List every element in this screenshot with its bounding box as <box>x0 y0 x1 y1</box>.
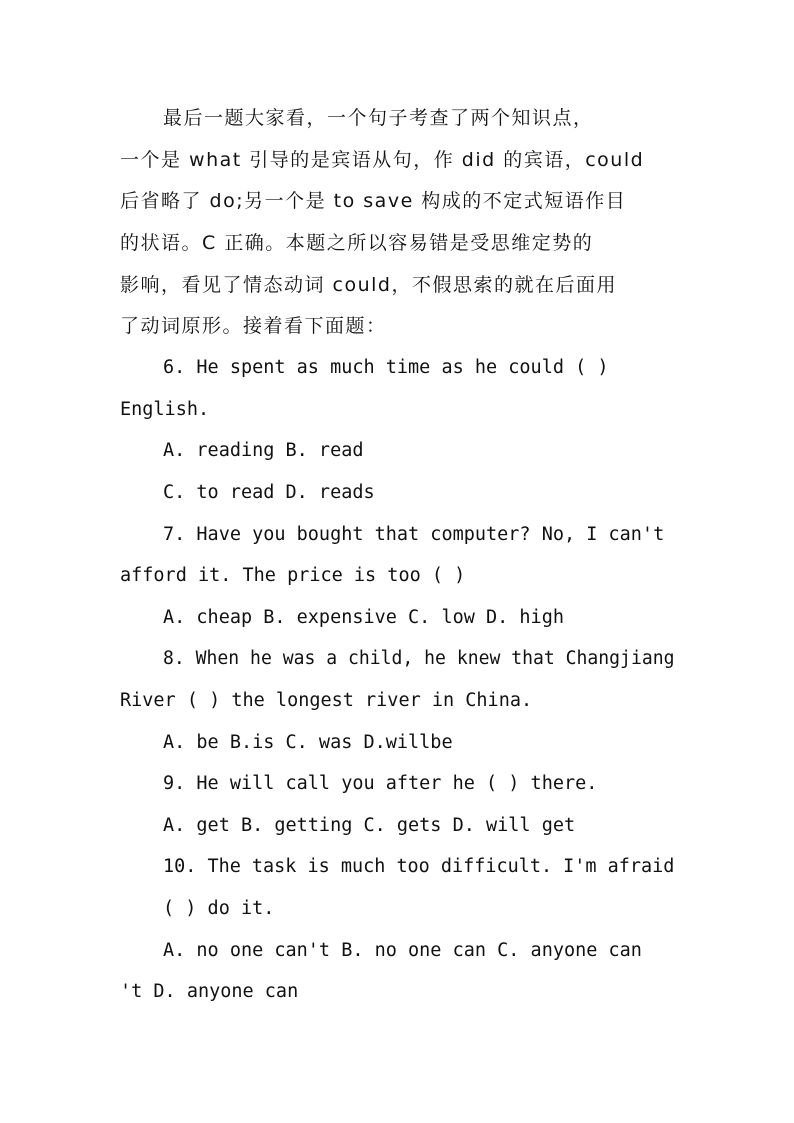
question-6-stem: 6. He spent as much time as he could ( ) <box>163 357 609 378</box>
question-8-stem-cont: River ( ) the longest river in China. <box>120 690 533 711</box>
question-10-stem-cont: ( ) do it. <box>163 898 275 919</box>
question-6-options-ab: A. reading B. read <box>163 440 364 461</box>
question-10-options: A. no one can't B. no one can C. anyone can <box>163 940 642 961</box>
question-10-options-cont: 't D. anyone can <box>120 981 299 1002</box>
question-6-stem-cont: English. <box>120 399 210 420</box>
explanation-line-5: 影响，看见了情态动词 could，不假思索的就在后面用 <box>120 274 617 296</box>
question-7-stem: 7. Have you bought that computer? No, I can't <box>163 524 665 545</box>
question-9-options: A. get B. getting C. gets D. will get <box>163 815 576 836</box>
explanation-line-6: 了动词原形。接着看下面题： <box>120 315 387 337</box>
question-7-options: A. cheap B. expensive C. low D. high <box>163 607 564 628</box>
question-6-options-cd: C. to read D. reads <box>163 482 375 503</box>
explanation-line-1: 最后一题大家看，一个句子考查了两个知识点， <box>163 107 594 129</box>
question-7-stem-cont: afford it. The price is too ( ) <box>120 565 466 586</box>
question-9-stem: 9. He will call you after he ( ) there. <box>163 773 598 794</box>
question-10-stem: 10. The task is much too difficult. I'm afraid <box>163 856 675 877</box>
explanation-line-3: 后省略了 do;另一个是 to save 构成的不定式短语作目 <box>120 190 627 212</box>
explanation-line-2: 一个是 what 引导的是宾语从句，作 did 的宾语，could <box>120 149 645 171</box>
question-8-options: A. be B.is C. was D.willbe <box>163 732 453 753</box>
question-8-stem: 8. When he was a child, he knew that Changjiang <box>163 648 675 669</box>
explanation-line-4: 的状语。C 正确。本题之所以容易错是受思维定势的 <box>120 232 594 254</box>
